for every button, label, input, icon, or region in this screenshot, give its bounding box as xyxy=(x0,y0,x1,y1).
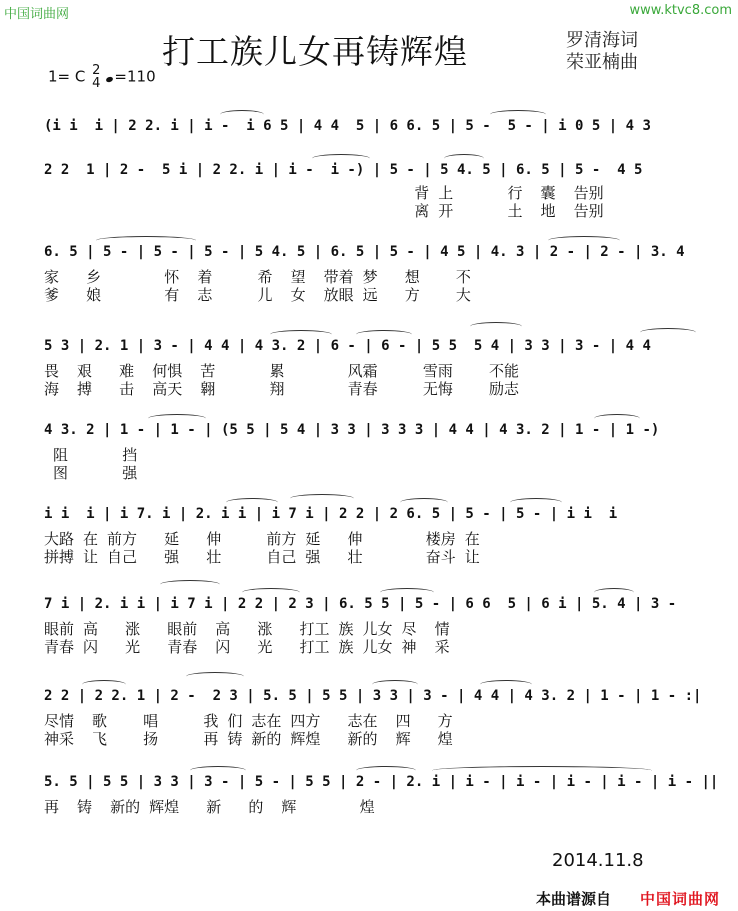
lyrics-verse-2: 拼搏 让 自己 强 壮 自己 强 壮 奋斗 让 xyxy=(44,548,480,566)
slur xyxy=(480,680,532,689)
slur xyxy=(444,154,484,163)
slur xyxy=(372,680,418,689)
slur xyxy=(96,236,196,245)
notation-line: 5 3 | 2. 1 | 3 - | 4 4 | 4 3. 2 | 6 - | 6 - | 5 5 5 4 | 3 3 | 3 - | 4 4 xyxy=(44,338,651,354)
slur xyxy=(160,580,220,589)
lyrics-verse-2: 青春 闪 光 青春 闪 光 打工 族 儿女 神 采 xyxy=(44,638,450,656)
footer-label: 本曲谱源自 xyxy=(536,890,612,908)
slur xyxy=(640,328,696,337)
composer-credit: 荣亚楠曲 xyxy=(566,52,638,73)
quarter-note-icon xyxy=(106,75,114,82)
notation-line: 6. 5 | 5 - | 5 - | 5 - | 5 4. 5 | 6. 5 | 5 - | 4 5 | 4. 3 | 2 - | 2 - | 3. 4 xyxy=(44,244,685,260)
slur xyxy=(432,766,652,775)
lyrics-verse-1: 眼前 高 涨 眼前 高 涨 打工 族 儿女 尽 情 xyxy=(44,620,450,638)
slur xyxy=(510,498,562,507)
lyrics-verse-2: 海 搏 击 高天 翱 翔 青春 无悔 励志 xyxy=(44,380,519,398)
lyrics-verse-1: 畏 艰 难 何惧 苦 累 风霜 雪雨 不能 xyxy=(44,362,519,380)
lyrics-verse-1: 大路 在 前方 延 伸 前方 延 伸 楼房 在 xyxy=(44,530,480,548)
slur xyxy=(312,154,370,163)
slur xyxy=(548,236,620,245)
slur xyxy=(82,680,126,689)
slur xyxy=(490,110,546,119)
slur xyxy=(290,494,354,503)
lyrics-verse-2: 离 开 土 地 告别 xyxy=(44,202,604,220)
lyrics-verse-2: 神采 飞 扬 再 铸 新的 辉煌 新的 辉 煌 xyxy=(44,730,453,748)
lyrics-verse-1: 尽情 歌 唱 我 们 志在 四方 志在 四 方 xyxy=(44,712,453,730)
notation-line: 2 2 1 | 2 - 5 i | 2 2. i | i - i -) | 5 - | 5 4. 5 | 6. 5 | 5 - 4 5 xyxy=(44,162,643,178)
slur xyxy=(356,766,416,775)
slur xyxy=(242,588,300,597)
notation-line: i i i | i 7. i | 2. i i | i 7 i | 2 2 | 2 6. 5 | 5 - | 5 - | i i i xyxy=(44,506,618,522)
tempo: =110 xyxy=(114,67,156,86)
notation-line: 2 2 | 2 2. 1 | 2 - 2 3 | 5. 5 | 5 5 | 3 3 | 3 - | 4 4 | 4 3. 2 | 1 - | 1 - :| xyxy=(44,688,702,704)
lyrics-verse-1: 背 上 行 囊 告别 xyxy=(44,184,604,202)
slur xyxy=(270,330,332,339)
slur xyxy=(220,110,264,119)
slur xyxy=(186,672,244,681)
notation-line: (i i i | 2 2. i | i - i 6 5 | 4 4 5 | 6 6. 5 | 5 - 5 - | i 0 5 | 4 3 xyxy=(44,118,651,134)
slur xyxy=(594,588,634,597)
lyrics-verse-2: 图 强 xyxy=(44,464,138,482)
time-signature-bottom: 4 xyxy=(92,76,101,91)
slur xyxy=(594,414,640,423)
watermark-left: 中国词曲网 xyxy=(4,7,70,22)
key-signature: 1= C xyxy=(48,67,86,86)
time-signature-top: 2 xyxy=(92,63,101,78)
slur xyxy=(356,330,412,339)
lyricist-credit: 罗清海词 xyxy=(566,30,638,51)
footer-site-link[interactable]: 中国词曲网 xyxy=(640,890,721,908)
notation-line: 5. 5 | 5 5 | 3 3 | 3 - | 5 - | 5 5 | 2 - | 2. i | i - | i - | i - | i - | i - || xyxy=(44,774,719,790)
notation-line: 4 3. 2 | 1 - | 1 - | (5 5 | 5 4 | 3 3 | 3 3 3 | 4 4 | 4 3. 2 | 1 - | 1 -) xyxy=(44,422,660,438)
slur xyxy=(400,498,448,507)
time-signature xyxy=(92,64,100,90)
slur xyxy=(470,322,522,331)
watermark-right: www.ktvc8.com xyxy=(629,3,732,18)
slur xyxy=(380,588,434,597)
lyrics-verse-1: 再 铸 新的 辉煌 新 的 辉 煌 xyxy=(44,798,375,816)
notation-line: 7 i | 2. i i | i 7 i | 2 2 | 2 3 | 6. 5 5 | 5 - | 6 6 5 | 6 i | 5. 4 | 3 - xyxy=(44,596,677,612)
lyrics-verse-2: 爹 娘 有 志 儿 女 放眼 远 方 大 xyxy=(44,286,471,304)
slur xyxy=(226,498,278,507)
lyrics-verse-1: 阻 挡 xyxy=(44,446,138,464)
slur xyxy=(148,414,206,423)
slur xyxy=(190,766,246,775)
score-meta xyxy=(48,64,156,90)
date: 2014.11.8 xyxy=(552,850,644,871)
lyrics-verse-1: 家 乡 怀 着 希 望 带着 梦 想 不 xyxy=(44,268,471,286)
song-title: 打工族儿女再铸辉煌 xyxy=(162,32,468,71)
